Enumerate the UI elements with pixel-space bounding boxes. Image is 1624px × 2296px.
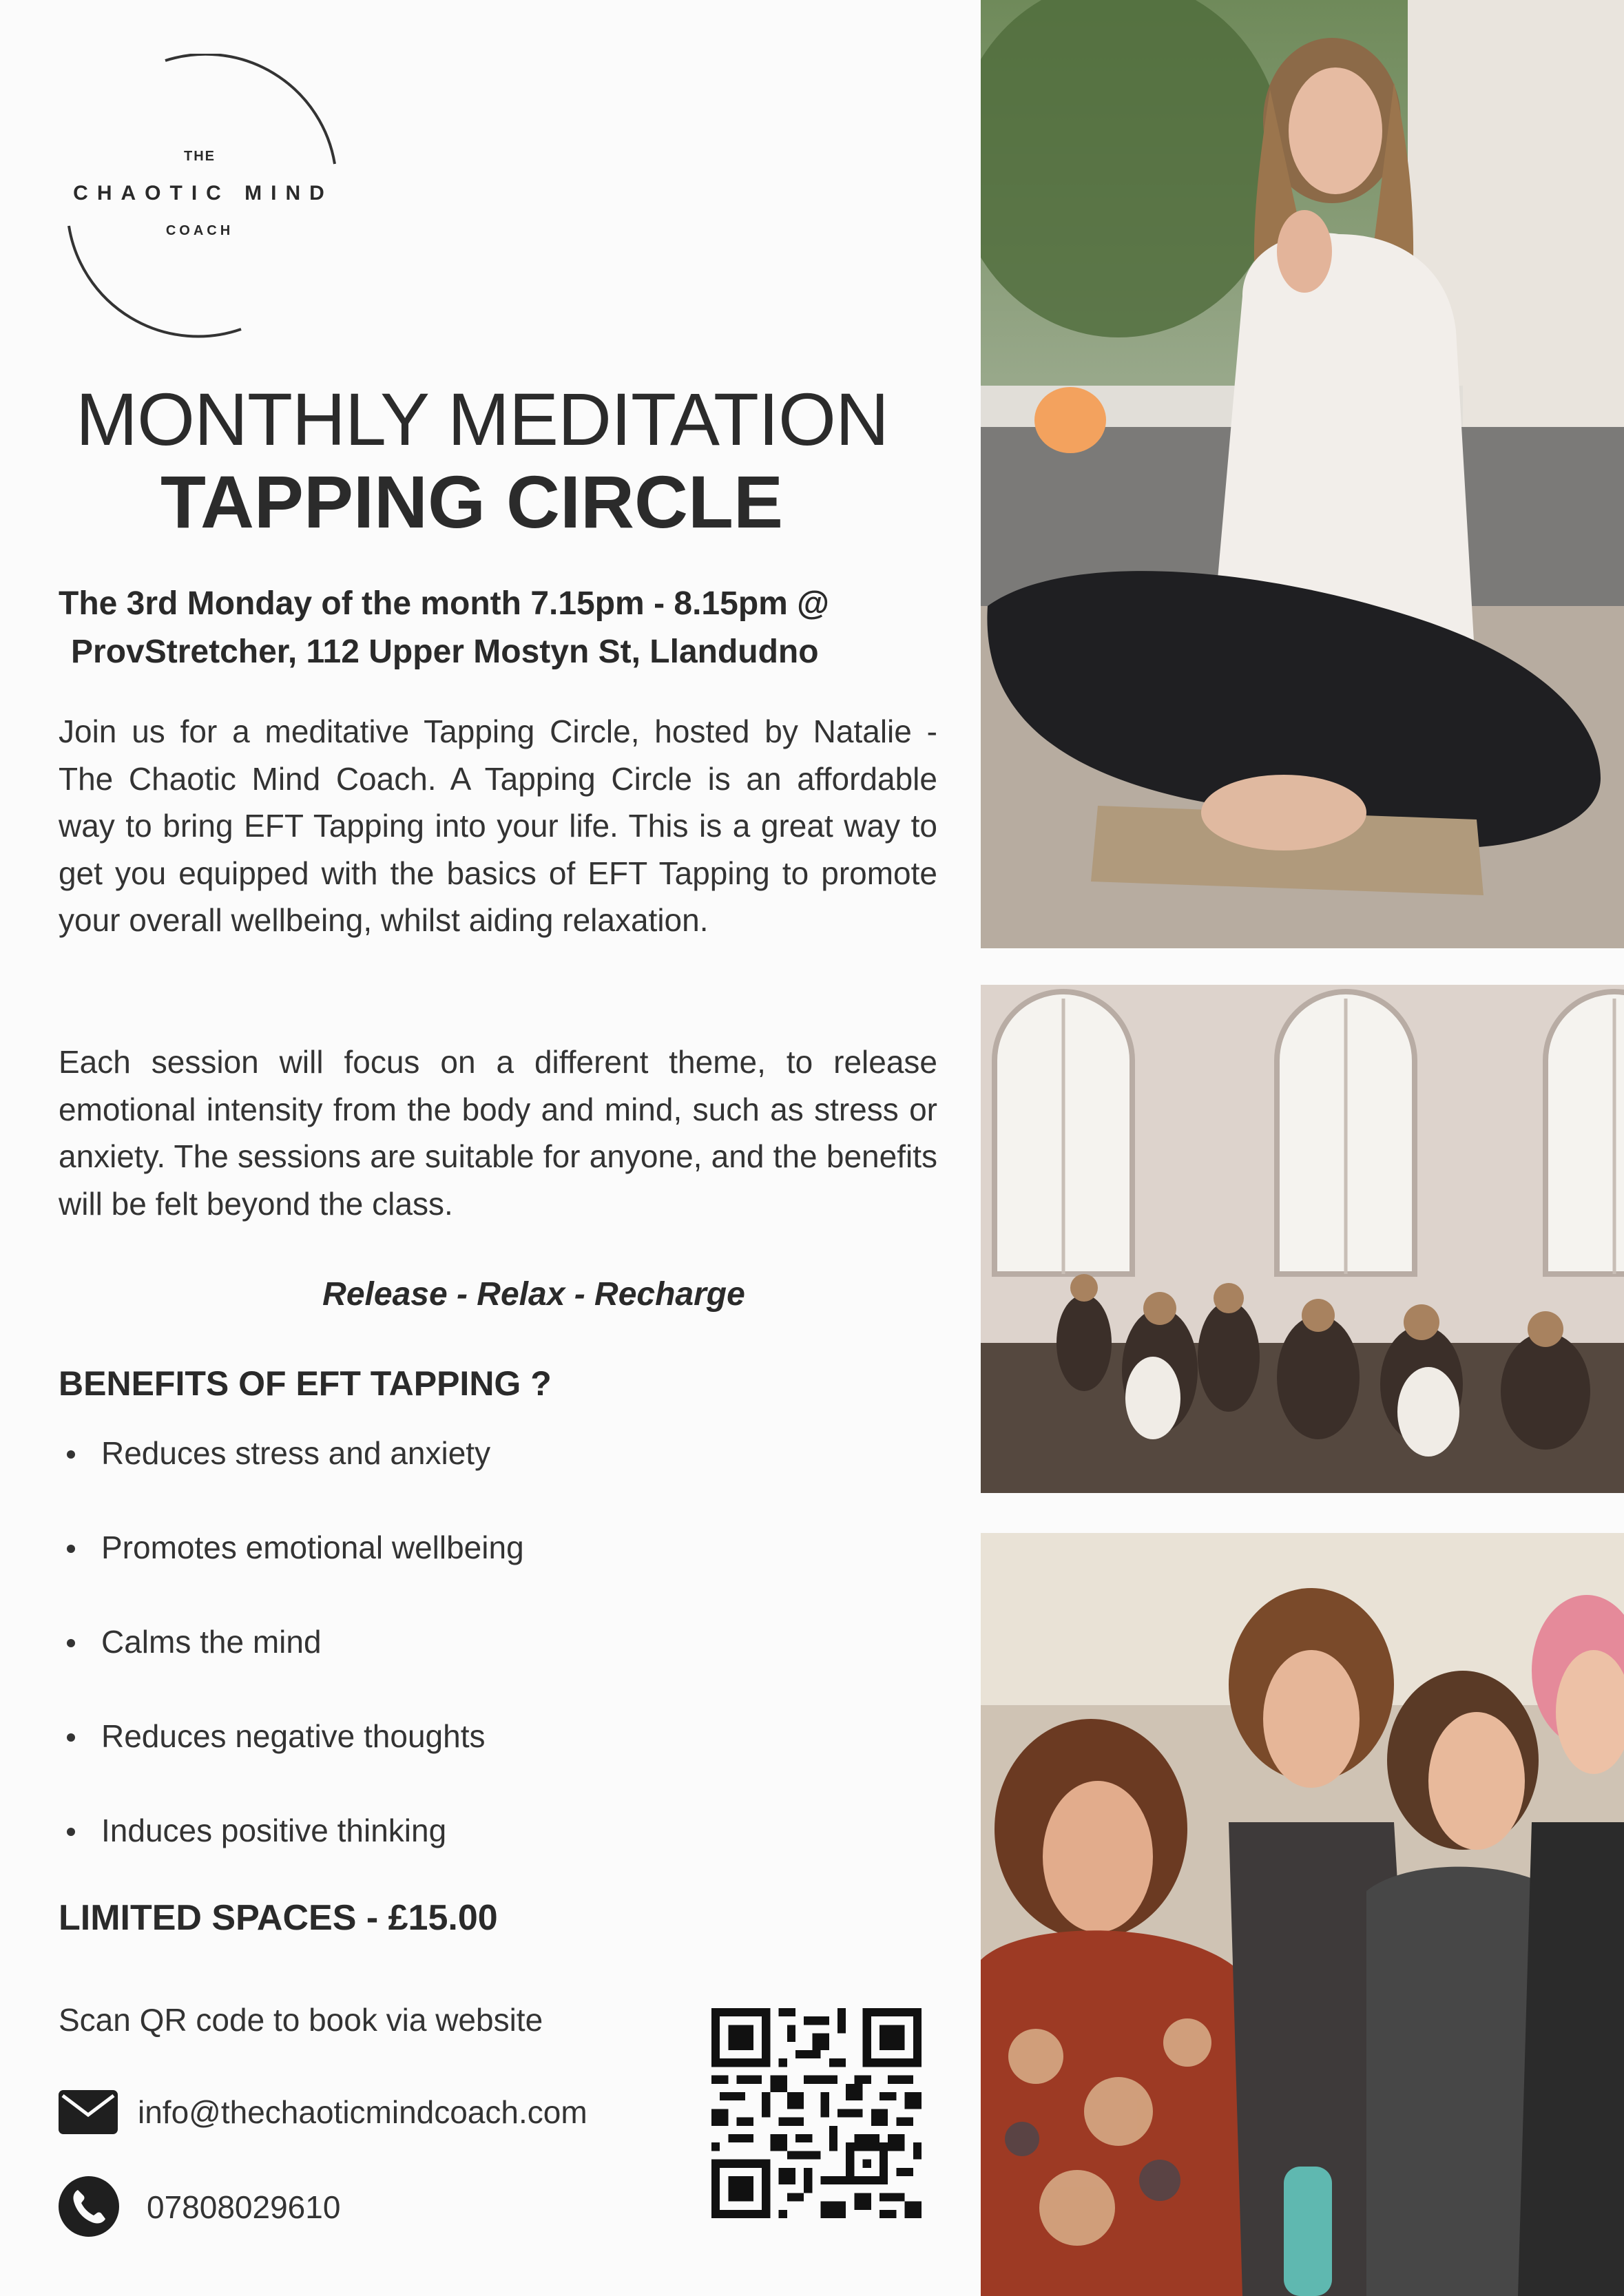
booking-qr-code[interactable] — [711, 2008, 922, 2218]
title-tapping-circle: TAPPING CIRCLE — [160, 460, 784, 543]
event-date-time: The 3rd Monday of the month 7.15pm - 8.15pm @ — [59, 585, 829, 622]
participants-tapping-photo — [981, 1533, 1624, 2296]
email-link[interactable]: info@thechaoticmindcoach.com — [138, 2094, 587, 2130]
group-session-room-photo — [981, 985, 1624, 1493]
list-item: Calms the mind — [59, 1622, 524, 1717]
list-item: Reduces stress and anxiety — [59, 1434, 524, 1528]
phone-icon — [59, 2176, 119, 2237]
event-venue: ProvStretcher, 112 Upper Mostyn St, Llandudno — [71, 634, 819, 670]
list-item: Promotes emotional wellbeing — [59, 1528, 524, 1622]
phone-link[interactable]: 07808029610 — [147, 2189, 341, 2225]
logo-chaotic-mind: CHAOTIC MIND — [73, 182, 333, 205]
title-monthly-meditation: MONTHLY MEDITATION — [75, 377, 889, 461]
event-when-where — [59, 580, 947, 676]
benefits-list — [59, 1434, 524, 1906]
chaotic-mind-coach-logo — [28, 54, 358, 343]
list-item: Induces positive thinking — [59, 1811, 524, 1906]
intro-paragraph: Join us for a meditative Tapping Circle, hosted by Natalie - The Chaotic Mind Coach. A Tapping Circle is an affordable way to bring EFT Tapping into your life. This is a great way to get you equipped with the basics of EFT Tapping to promote your overall wellbeing, whilst aiding relaxation. — [59, 713, 937, 938]
host-portrait-photo — [981, 0, 1624, 948]
logo-the: THE — [184, 149, 216, 164]
sessions-paragraph: Each session will focus on a different theme, to release emotional intensity from the body and mind, such as stress or anxiety. The sessions are suitable for anyone, and the benefits will be felt beyond the class. — [59, 1044, 937, 1222]
price-banner: LIMITED SPACES - £15.00 — [59, 1898, 498, 1938]
tagline: Release - Relax - Recharge — [322, 1276, 745, 1313]
envelope-icon — [59, 2090, 118, 2134]
list-item: Reduces negative thoughts — [59, 1717, 524, 1811]
benefits-heading: BENEFITS OF EFT TAPPING ? — [59, 1364, 552, 1403]
booking-instruction: Scan QR code to book via website — [59, 2002, 543, 2038]
logo-coach: COACH — [165, 223, 234, 238]
